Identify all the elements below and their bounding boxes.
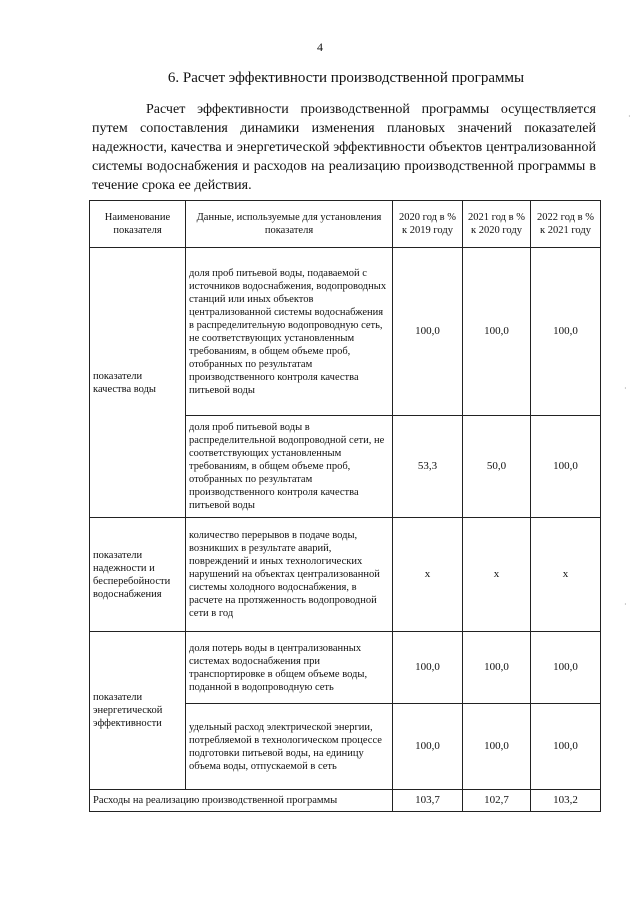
- header-data: Данные, используемые для установления показателя: [186, 201, 393, 248]
- row-description: доля проб питьевой воды в распределительной водопроводной сети, не соответствующих установленным требованиям, в общем объеме проб, отобранных по результатам производственного контроля качества питьевой воды: [186, 416, 393, 518]
- footer-value-2020: 103,7: [393, 790, 463, 812]
- row-description: доля проб питьевой воды, подаваемой с источников водоснабжения, водопроводных станций или иных объектов централизованной системы водоснабжения в распределительную водопроводную сеть, не соответствующих установленным требованиям, в общем объеме проб, отобранных по результатам производственного контроля качества питьевой воды: [186, 248, 393, 416]
- indicator-energy-efficiency: показатели энергетической эффективности: [90, 632, 186, 790]
- table-row: [90, 248, 601, 416]
- value-2022: 100,0: [531, 632, 601, 704]
- row-description: доля потерь воды в централизованных системах водоснабжения при транспортировке в общем объеме воды, поданной в водопроводную сеть: [186, 632, 393, 704]
- header-indicator: Наименование показателя: [90, 201, 186, 248]
- footer-label: Расходы на реализацию производственной программы: [90, 790, 393, 812]
- footer-value-2022: 103,2: [531, 790, 601, 812]
- row-description: количество перерывов в подаче воды, возникших в результате аварий, повреждений и иных технологических нарушений на объектах централизованной системы холодного водоснабжения, в расчете на протяженность водопроводной сети в год: [186, 518, 393, 632]
- value-2020: 100,0: [393, 704, 463, 790]
- value-2022: 100,0: [531, 416, 601, 518]
- value-2021: 100,0: [463, 632, 531, 704]
- table-footer-row: [90, 790, 601, 812]
- value-2020: 100,0: [393, 632, 463, 704]
- value-2020: 100,0: [393, 248, 463, 416]
- margin-speck: ·: [628, 112, 631, 121]
- indicator-reliability: показатели надежности и бесперебойности водоснабжения: [90, 518, 186, 632]
- indicator-water-quality: показатели качества воды: [90, 248, 186, 518]
- value-2021: 100,0: [463, 704, 531, 790]
- value-2022: 100,0: [531, 704, 601, 790]
- value-2022: x: [531, 518, 601, 632]
- margin-speck: ·: [624, 600, 627, 609]
- value-2021: 50,0: [463, 416, 531, 518]
- header-2022: 2022 год в % к 2021 году: [531, 201, 601, 248]
- value-2021: x: [463, 518, 531, 632]
- section-title: 6. Расчет эффективности производственной программы: [167, 70, 525, 86]
- header-2021: 2021 год в % к 2020 году: [463, 201, 531, 248]
- value-2021: 100,0: [463, 248, 531, 416]
- efficiency-table: [89, 200, 601, 812]
- value-2020: 53,3: [393, 416, 463, 518]
- page-number: 4: [317, 40, 323, 54]
- footer-value-2021: 102,7: [463, 790, 531, 812]
- margin-speck: ·: [624, 384, 627, 393]
- table-row: [90, 518, 601, 632]
- intro-paragraph: Расчет эффективности производственной программы осуществляется путем сопоставления динамики изменения плановых значений показателей надежности, качества и энергетической эффективности объектов централизованной системы водоснабжения и расходов на реализацию производственной программы в течение срока ее действия.: [92, 102, 596, 193]
- row-description: удельный расход электрической энергии, потребляемой в технологическом процессе подготовки питьевой воды, на единицу объема воды, отпускаемой в сеть: [186, 704, 393, 790]
- table-header-row: [90, 201, 601, 248]
- table-row: [90, 632, 601, 704]
- value-2020: x: [393, 518, 463, 632]
- value-2022: 100,0: [531, 248, 601, 416]
- header-2020: 2020 год в % к 2019 году: [393, 201, 463, 248]
